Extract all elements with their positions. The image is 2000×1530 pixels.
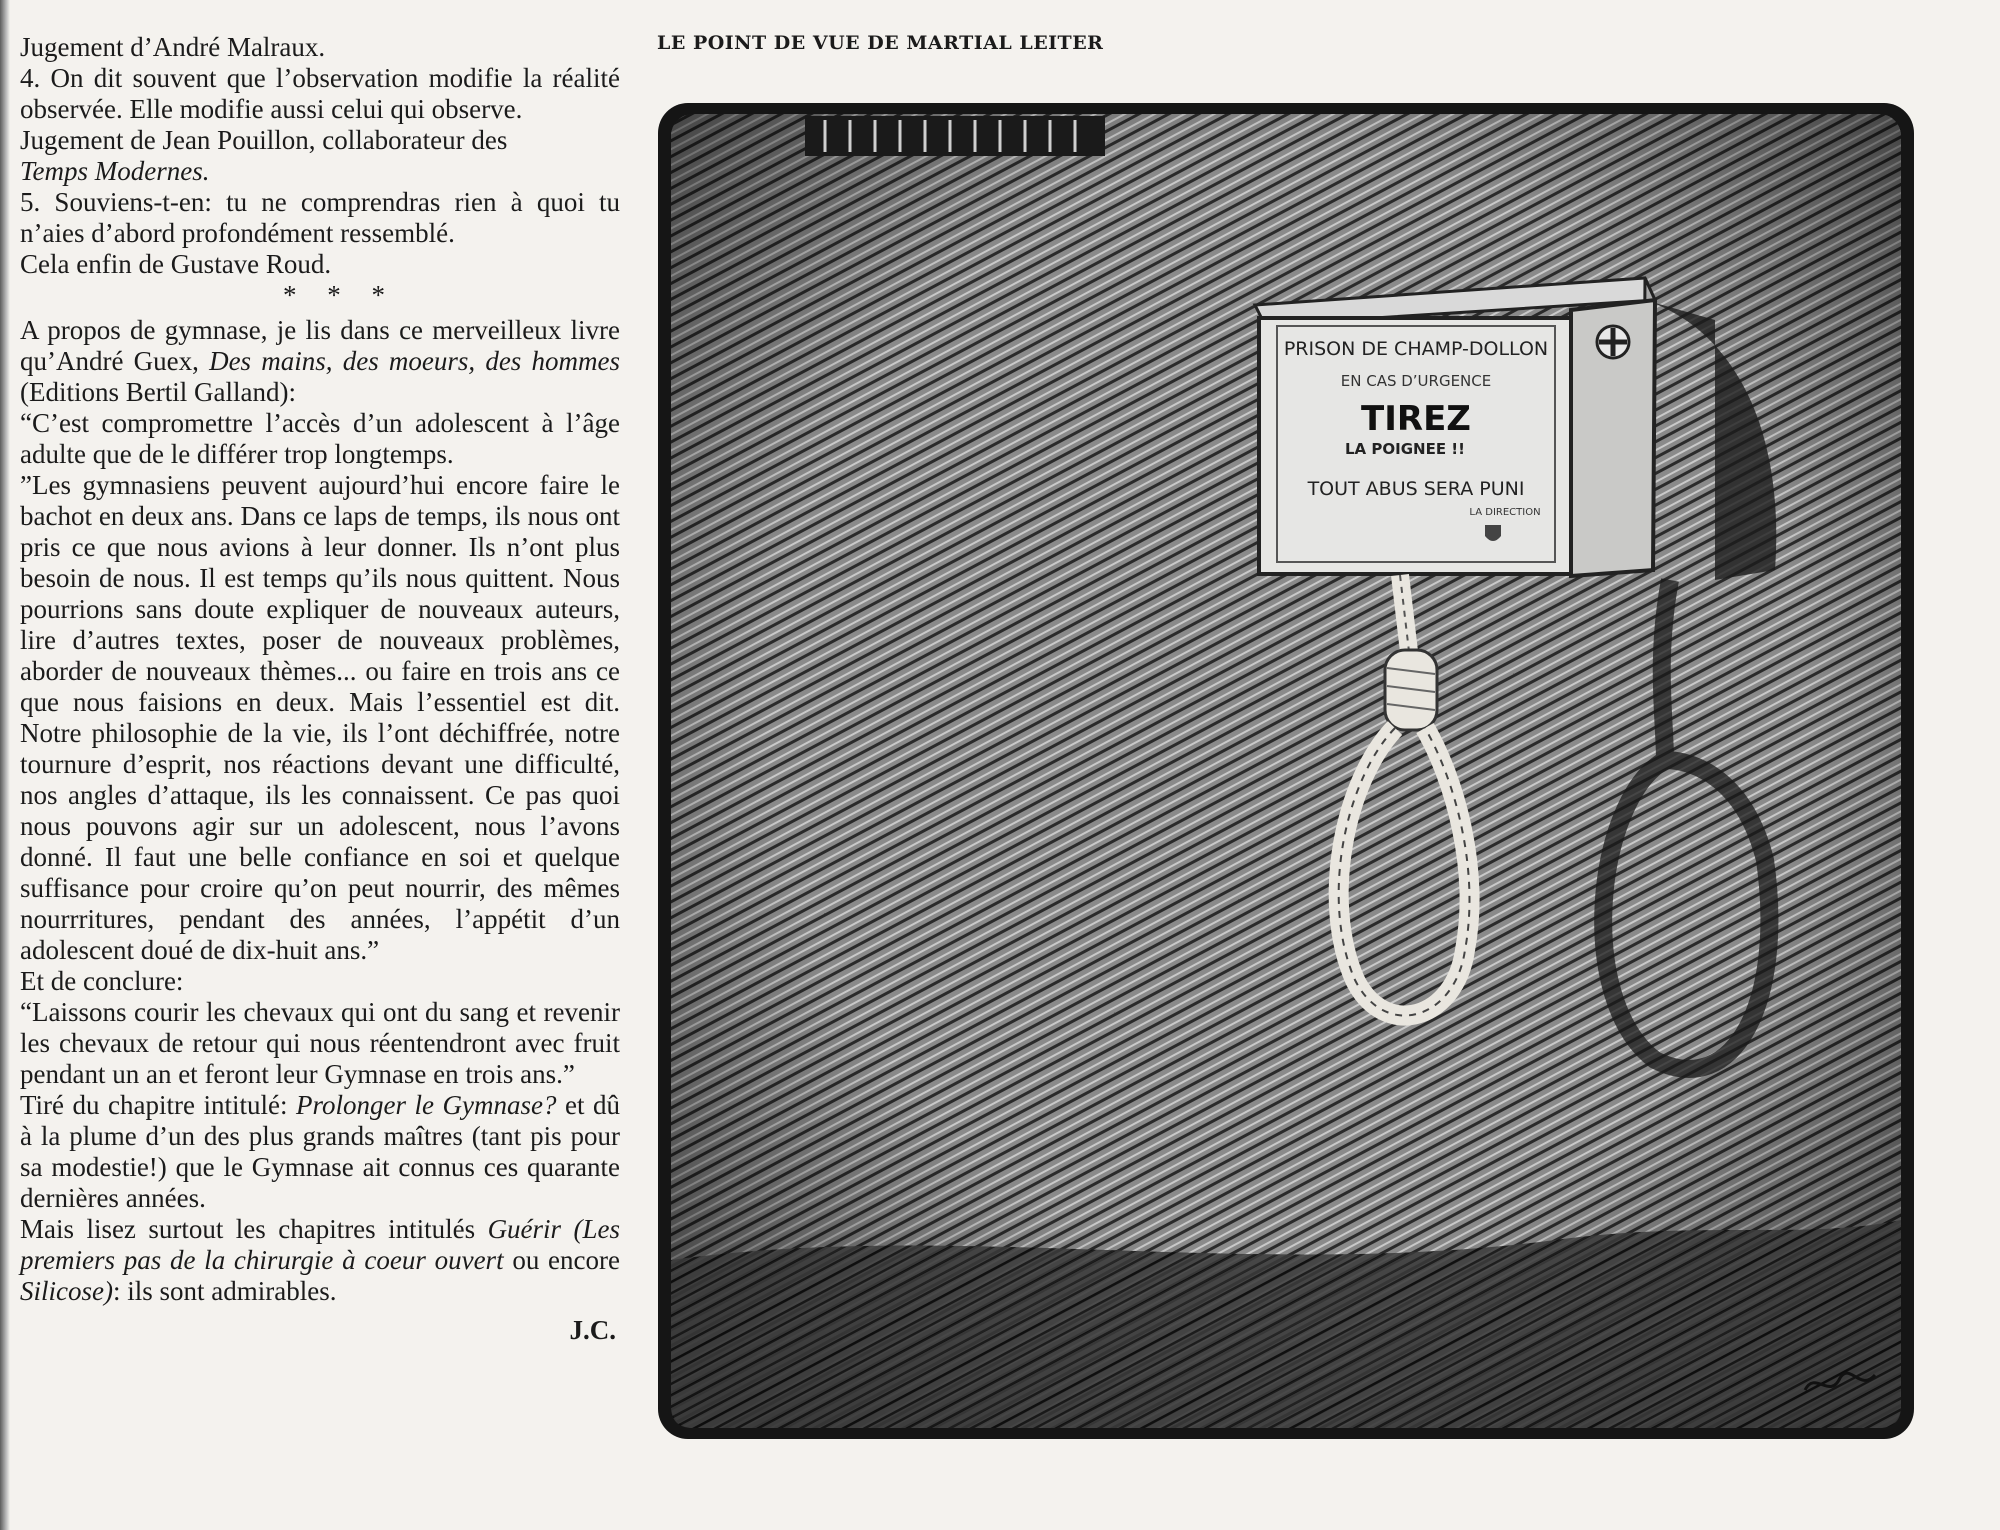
text-line: Jugement de Jean Pouillon, collaborateur des xyxy=(20,125,508,155)
text-paragraph: 5. Souviens-t-en: tu ne comprendras rien à quoi tu n’aies d’abord profondément ressemblé. xyxy=(20,187,620,248)
text-span: et dû à la plume d’un des plus grands maîtres (tant pis pour sa modestie!) que le Gymnase ait connus ces quarante dernières années. xyxy=(20,1090,620,1213)
text-line: Jugement d’André Malraux. xyxy=(20,32,326,62)
signature: J.C. xyxy=(569,1315,616,1345)
journal-title: Temps Modernes. xyxy=(20,156,210,186)
emergency-box xyxy=(1255,278,1655,576)
text-paragraph xyxy=(20,1214,620,1307)
sign-line-5: TOUT ABUS SERA PUNI xyxy=(1307,478,1525,500)
quote-paragraph: ”Les gymnasiens peuvent aujourd’hui encore faire le bachot en deux ans. Dans ce laps de temps, ils nous ont pris ce que nous avions à leur donner. Ils n’ont plus besoin de nous. Il est temps qu’ils nous quittent. Nous pourrions sans doute expliquer de nouveaux auteurs, lire d’autres textes, poser de nouveaux problèmes, aborder de nouveaux thèmes... ou faire en trois ans ce que nous faisions en deux. Mais l’essentiel est dit. Notre philosophie de la vie, ils l’ont déchiffrée, notre tournure d’esprit, nos réactions devant une difficulté, nos angles d’attaque, ils les connaissent. Ce pas quoi nous pouvons agir sur un adolescent, nous l’avons donné. Il faut une belle confiance en soi et quelque suffisance pour croire qu’on peut nourrir, des mêmes nourrritures, pendant des années, l’appétit d’un adolescent doué de dix-huit ans.” xyxy=(20,470,620,965)
quote-paragraph: “Laissons courir les chevaux qui ont du sang et revenir les chevaux de retour qui nous réentendront avec fruit pendant un an et feront leur Gymnase en trois ans.” xyxy=(20,997,620,1089)
page-header-title: LE POINT DE VUE DE MARTIAL LEITER xyxy=(657,32,1104,54)
text-span: Mais lisez surtout les chapitres intitulés xyxy=(20,1214,488,1244)
text-paragraph xyxy=(20,315,620,408)
text-line: Cela enfin de Gustave Roud. xyxy=(20,249,332,279)
text-line: Et de conclure: xyxy=(20,966,184,996)
cartoon-illustration xyxy=(655,100,1917,1442)
chapter-title: Guérir (Les premiers pas de la chirurgie à coeur ouvert xyxy=(20,1214,620,1275)
page-edge-shadow xyxy=(0,0,10,1530)
text-span: A propos de gymnase, je lis dans ce merveilleux livre qu’André Guex, xyxy=(20,315,620,376)
article-column xyxy=(20,32,620,1346)
sign-line-6: LA DIRECTION xyxy=(1469,507,1541,518)
section-divider: * * * xyxy=(283,280,397,310)
chapter-title: Prolonger le Gymnase? xyxy=(296,1090,557,1120)
text-span: ou encore xyxy=(503,1245,620,1275)
text-paragraph xyxy=(20,1090,620,1214)
text-paragraph: 4. On dit souvent que l’observation modifie la réalité observée. Elle modifie aussi celui qui observe. xyxy=(20,63,620,124)
sign-line-1: PRISON DE CHAMP-DOLLON xyxy=(1283,338,1549,360)
chapter-title: Silicose) xyxy=(20,1276,113,1306)
quote-paragraph: “C’est compromettre l’accès d’un adolescent à l’âge adulte que de le différer trop longtemps. xyxy=(20,408,620,469)
sign-line-3: TIREZ xyxy=(1361,399,1471,439)
text-span: : ils sont admirables. xyxy=(112,1276,337,1306)
cross-icon xyxy=(1597,326,1629,358)
text-span: (Editions Bertil Galland): xyxy=(20,377,296,407)
text-line-italic xyxy=(20,156,620,187)
sign-line-4: LA POIGNEE !! xyxy=(1345,440,1465,458)
sign-line-2: EN CAS D’URGENCE xyxy=(1340,372,1492,390)
text-span: Tiré du chapitre intitulé: xyxy=(20,1090,296,1120)
book-title: Des mains, des moeurs, des hommes xyxy=(209,346,620,376)
